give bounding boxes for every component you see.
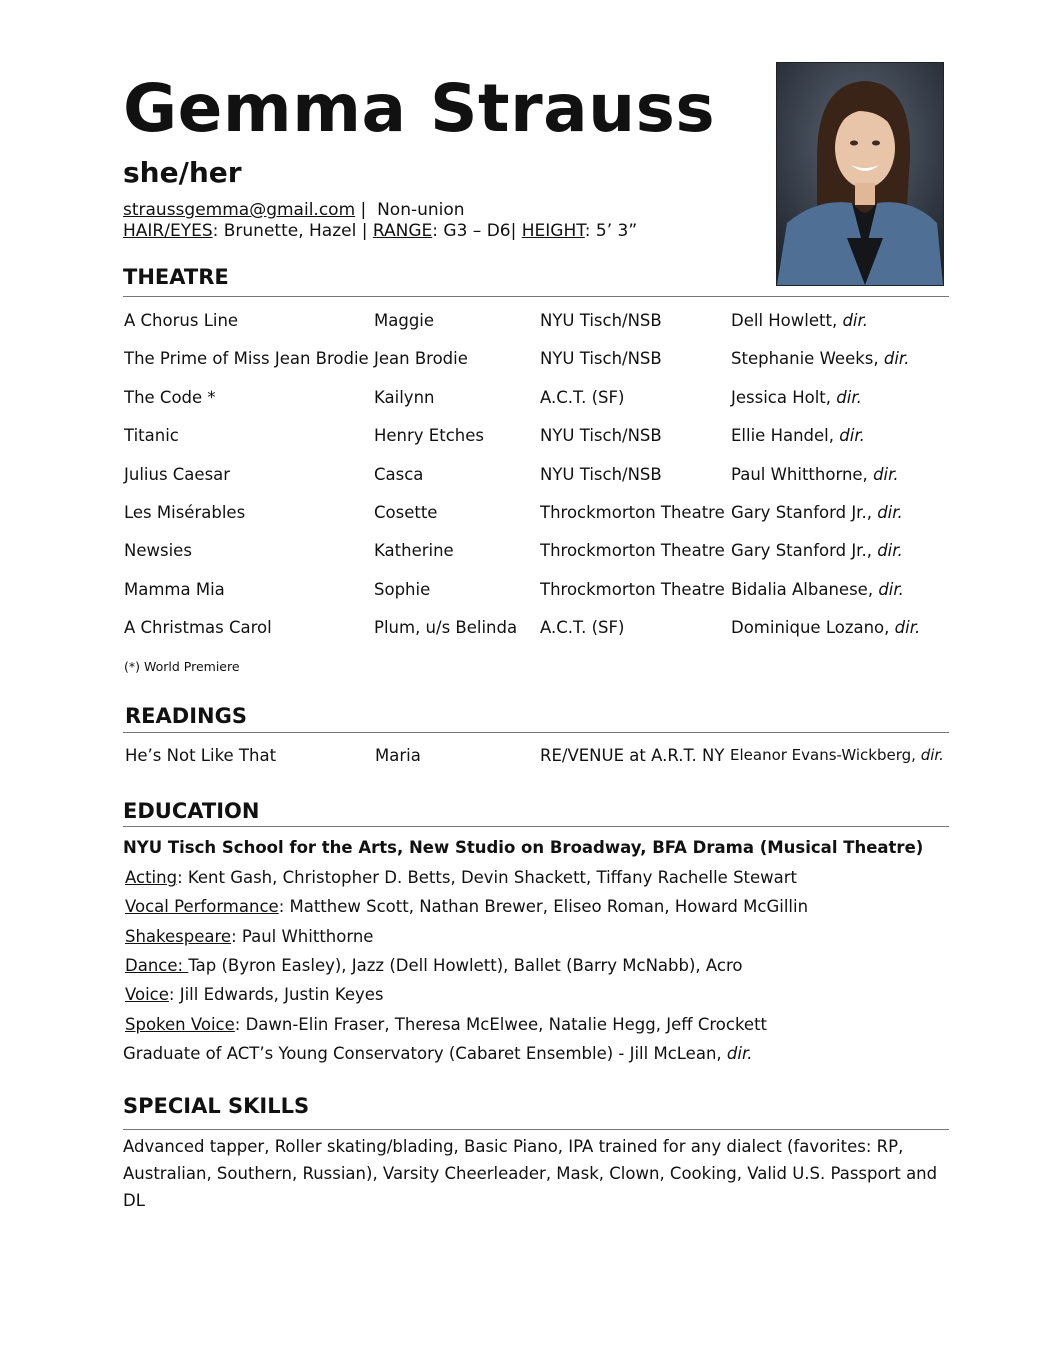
- training-line: [125, 985, 384, 1004]
- credit-production-title: A Chorus Line: [124, 311, 239, 330]
- credit-production-title: Mamma Mia: [124, 579, 225, 599]
- credit-role: Maria: [375, 746, 421, 765]
- special-skills-heading: SPECIAL SKILLS: [123, 1094, 310, 1118]
- credit-venue: NYU Tisch/NSB: [540, 426, 662, 446]
- credit-venue: A.C.T. (SF): [540, 618, 625, 638]
- director-name: Eleanor Evans-Wickberg,: [730, 746, 916, 764]
- credit-production-title: Les Misérables: [124, 503, 246, 522]
- separator: |: [510, 221, 522, 241]
- height-value: : 5’ 3”: [584, 221, 638, 241]
- graduate-dir: dir.: [726, 1044, 753, 1063]
- director-abbrev: dir.: [873, 464, 899, 484]
- credit-role: Henry Etches: [374, 426, 484, 446]
- director-abbrev: dir.: [920, 746, 944, 764]
- credit-director: [731, 580, 904, 599]
- credit-role: Maggie: [374, 311, 435, 330]
- credit-production-title: The Code *: [124, 387, 216, 407]
- credit-role: Casca: [374, 464, 424, 484]
- credit-production-title: Titanic: [124, 426, 179, 446]
- contact-info: [123, 200, 637, 242]
- candidate-name: Gemma Strauss: [123, 70, 716, 147]
- readings-divider: [123, 732, 949, 733]
- range-label: RANGE: [372, 221, 433, 241]
- hair-eyes-value: : Brunette, Hazel: [212, 221, 357, 241]
- director-abbrev: dir.: [877, 541, 903, 561]
- director-abbrev: dir.: [836, 387, 862, 407]
- director-abbrev: dir.: [842, 311, 869, 330]
- director-name: Ellie Handel,: [731, 426, 835, 446]
- theatre-divider: [123, 296, 949, 297]
- credit-venue: Throckmorton Theatre: [540, 541, 725, 561]
- range-value: : G3 – D6: [432, 221, 511, 241]
- credit-role: Cosette: [374, 503, 438, 522]
- director-abbrev: dir.: [878, 579, 904, 599]
- director-name: Jessica Holt,: [731, 387, 832, 407]
- special-skills-divider: [123, 1129, 949, 1130]
- credit-venue: RE/VENUE at A.R.T. NY: [540, 746, 725, 765]
- training-category: Vocal Performance: [125, 897, 279, 917]
- credit-role: Sophie: [374, 579, 431, 599]
- credit-production-title: Julius Caesar: [124, 464, 231, 484]
- credit-venue: A.C.T. (SF): [540, 387, 625, 407]
- director-name: Gary Stanford Jr.,: [731, 541, 872, 561]
- education-heading: EDUCATION: [123, 799, 260, 823]
- credit-production-title: The Prime of Miss Jean Brodie: [124, 349, 369, 369]
- contact-line-2: [123, 221, 637, 242]
- training-line: [125, 927, 373, 946]
- hair-eyes-label: HAIR/EYES: [123, 221, 213, 241]
- director-abbrev: dir.: [894, 618, 921, 638]
- training-instructors: : Paul Whitthorne: [231, 926, 374, 946]
- credit-venue: NYU Tisch/NSB: [540, 311, 662, 330]
- training-category: Voice: [125, 985, 169, 1005]
- training-category: Dance:: [125, 955, 189, 975]
- training-line: [125, 897, 808, 916]
- credit-role: Katherine: [374, 541, 454, 561]
- credit-director: [731, 541, 903, 560]
- credit-production-title: Newsies: [124, 541, 192, 561]
- credit-venue: NYU Tisch/NSB: [540, 464, 662, 484]
- training-line: [125, 1015, 767, 1034]
- separator: |: [355, 200, 378, 220]
- training-instructors: : Kent Gash, Christopher D. Betts, Devin Shackett, Tiffany Rachelle Stewart: [177, 868, 798, 887]
- credit-director: [731, 618, 920, 637]
- education-divider: [123, 826, 949, 827]
- graduate-line: [123, 1044, 752, 1063]
- school-name: NYU Tisch School for the Arts, New Studio on Broadway, BFA Drama (Musical Theatre): [123, 838, 924, 857]
- credit-role: Kailynn: [374, 387, 435, 407]
- director-name: Bidalia Albanese,: [731, 579, 874, 599]
- credit-role: Plum, u/s Belinda: [374, 618, 518, 638]
- theatre-heading: THEATRE: [123, 265, 229, 289]
- pronouns: she/her: [123, 156, 242, 189]
- training-instructors: Tap (Byron Easley), Jazz (Dell Howlett), Ballet (Barry McNabb), Acro: [188, 955, 743, 975]
- height-label: HEIGHT: [521, 221, 585, 241]
- separator: |: [356, 221, 373, 241]
- director-name: Dell Howlett,: [731, 311, 838, 330]
- world-premiere-note: (*) World Premiere: [124, 659, 240, 674]
- director-abbrev: dir.: [877, 503, 903, 522]
- credit-director: [731, 388, 862, 407]
- credit-venue: Throckmorton Theatre: [540, 503, 725, 522]
- credit-venue: Throckmorton Theatre: [540, 579, 725, 599]
- training-line: [125, 956, 742, 975]
- training-category: Shakespeare: [125, 926, 232, 946]
- headshot-photo: [776, 62, 944, 286]
- training-category: Acting: [125, 868, 178, 887]
- credit-director: [731, 503, 903, 522]
- credit-production-title: He’s Not Like That: [125, 746, 277, 765]
- graduate-text: Graduate of ACT’s Young Conservatory (Cabaret Ensemble) - Jill McLean,: [123, 1044, 722, 1063]
- director-name: Gary Stanford Jr.,: [731, 503, 872, 522]
- director-name: Dominique Lozano,: [731, 618, 890, 638]
- director-abbrev: dir.: [883, 349, 910, 369]
- special-skills-text: Advanced tapper, Roller skating/blading, Basic Piano, IPA trained for any dialect (favorites: RP, Australian, Southern, Russian), Varsity Cheerleader, Mask, Clown, Cooking, Valid U.S. Passport and DL: [123, 1137, 938, 1210]
- director-abbrev: dir.: [839, 426, 865, 446]
- training-category: Spoken Voice: [125, 1014, 235, 1034]
- credit-production-title: A Christmas Carol: [124, 618, 272, 638]
- headshot-illustration: [777, 63, 943, 285]
- contact-line-1: [123, 200, 637, 221]
- training-instructors: : Matthew Scott, Nathan Brewer, Eliseo Roman, Howard McGillin: [278, 897, 809, 917]
- credit-director: [731, 426, 865, 445]
- readings-heading: READINGS: [125, 704, 247, 728]
- training-instructors: : Dawn-Elin Fraser, Theresa McElwee, Natalie Hegg, Jeff Crockett: [234, 1014, 768, 1034]
- credit-director: [731, 465, 899, 484]
- training-line: [125, 868, 797, 887]
- credit-venue: NYU Tisch/NSB: [540, 349, 662, 369]
- union-status: Non-union: [377, 200, 465, 220]
- director-name: Paul Whitthorne,: [731, 464, 868, 484]
- credit-director: [731, 311, 868, 330]
- email-link[interactable]: straussgemma@gmail.com: [123, 200, 356, 220]
- credit-director: [731, 349, 909, 368]
- credit-director: [730, 746, 944, 764]
- director-name: Stephanie Weeks,: [731, 349, 879, 369]
- credit-role: Jean Brodie: [374, 349, 468, 369]
- training-instructors: : Jill Edwards, Justin Keyes: [168, 985, 384, 1005]
